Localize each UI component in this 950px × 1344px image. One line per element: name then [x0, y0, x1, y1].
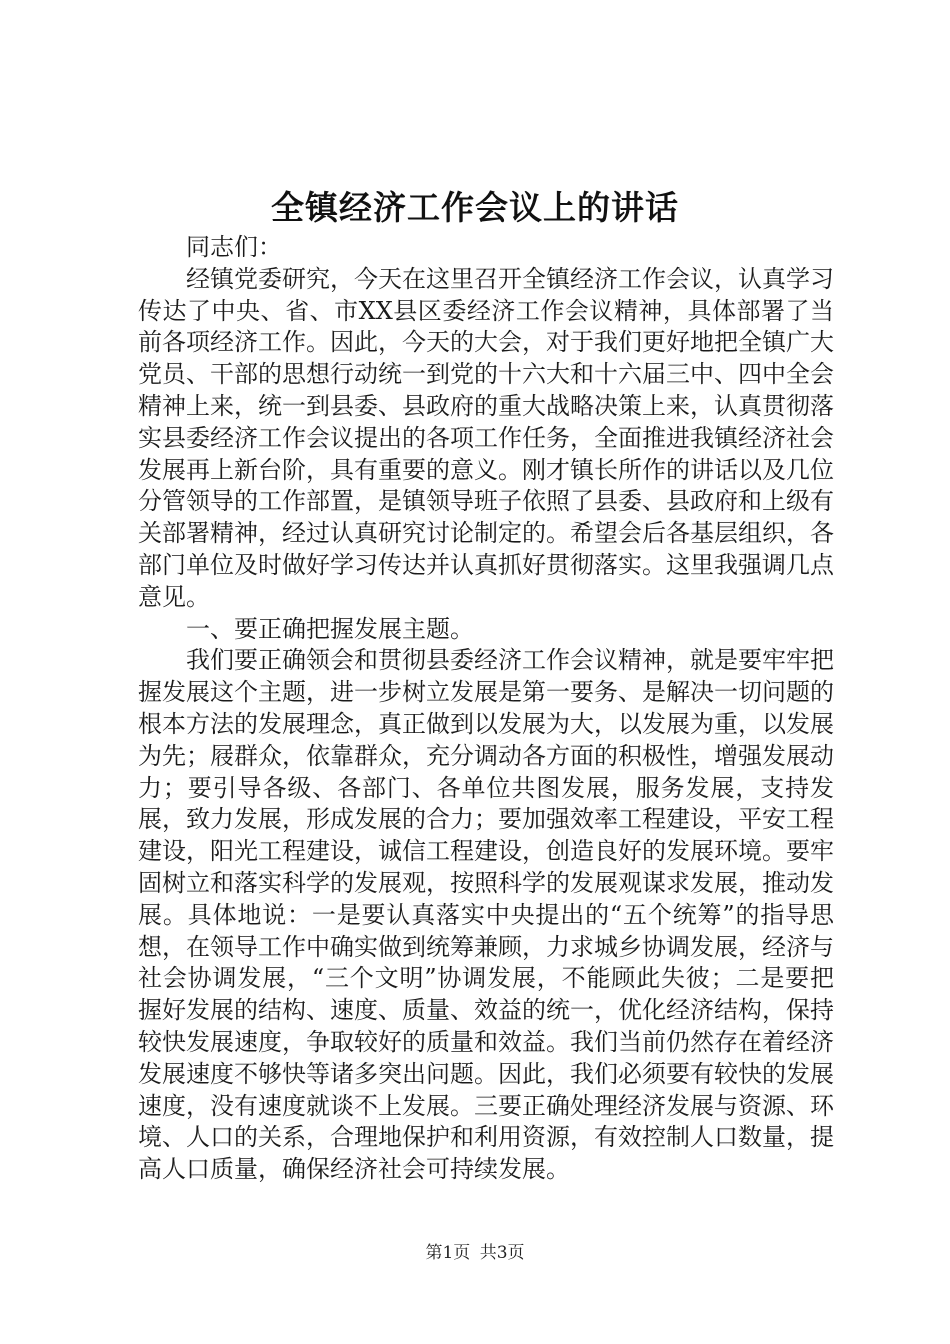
document-body [138, 232, 834, 1186]
document-title: 全镇经济工作会议上的讲话 [271, 188, 679, 227]
paragraph-section-1: 我们要正确领会和贯彻县委经济工作会议精神，就是要牢牢把握发展这个主题，进一步树立发展是第一要务、是解决一切问题的根本方法的发展理念，真正做到以发展为大，以发展为重，以发展为先；屐群众，依靠群众，充分调动各方面的积极性，增强发展动力；要引导各级、各部门、各单位共图发展，服务发展，支持发展，致力发展，形成发展的合力；要加强效率工程建设，平安工程建设，阳光工程建设，诚信工程建设，创造良好的发展环境。要牢固树立和落实科学的发展观，按照科学的发展观谋求发展，推动发展。具体地说：一是要认真落实中央提出的“五个统筹”的指导思想，在领导工作中确实做到统筹兼顾，力求城乡协调发展，经济与社会协调发展，“三个文明”协调发展，不能顾此失彼；二是要把握好发展的结构、速度、质量、效益的统一，优化经济结构，保持较快发展速度，争取较好的质量和效益。我们当前仍然存在着经济发展速度不够快等诸多突出问题。因此，我们必须要有较快的发展速度，没有速度就谈不上发展。三要正确处理经济发展与资源、环境、人口的关系，合理地保护和利用资源，有效控制人口数量，提高人口质量，确保经济社会可持续发展。 [138, 646, 834, 1184]
paragraph-intro: 经镇党委研究，今天在这里召开全镇经济工作会议，认真学习传达了中央、省、市XX县区委经济工作会议精神，具体部署了当前各项经济工作。因此，今天的大会，对于我们更好地把全镇广大党员、干部的思想行动统一到党的十六大和十六届三中、四中全会精神上来，统一到县委、县政府的重大战略决策上来，认真贯彻落实县委经济工作会议提出的各项工作任务，全面推进我镇经济社会发展再上新台阶，具有重要的意义。刚才镇长所作的讲话以及几位分管领导的工作部置，是镇领导班子依照了县委、县政府和上级有关部署精神，经过认真研究讨论制定的。希望会后各基层组织，各部门单位及时做好学习传达并认真抓好贯彻落实。这里我强调几点意见。 [138, 264, 834, 611]
page-number-total: 共3页 [479, 1243, 525, 1263]
salutation: 同志们： [186, 233, 282, 261]
page-footer [0, 1238, 950, 1263]
page-number-current: 第1页 [425, 1243, 471, 1263]
section-heading-1: 一、要正确把握发展主题。 [186, 614, 474, 643]
